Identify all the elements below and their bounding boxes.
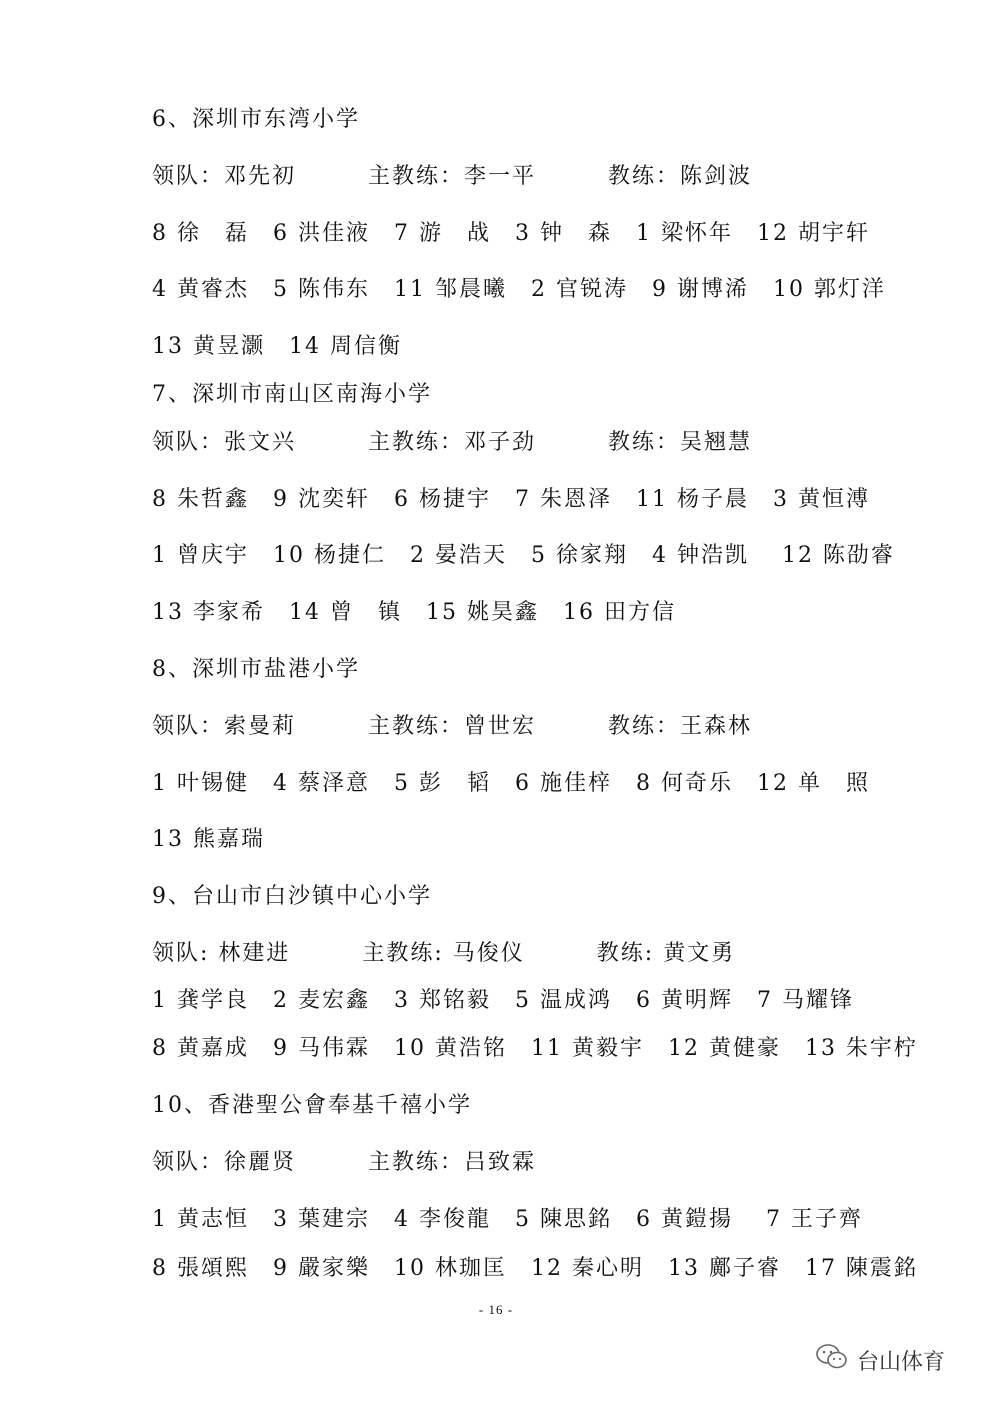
team-staff: 领队：张文兴 主教练：邓子劲 教练：吴翘慧 [152,430,753,455]
player-row: 1 叶锡健 4 蔡泽意 5 彭 韬 6 施佳梓 8 何奇乐 12 单 照 [152,771,870,796]
player-row: 8 張頌熙 9 嚴家樂 10 林珈匡 12 秦心明 13 鄺子睿 17 陳震銘 [152,1256,918,1281]
watermark-text: 台山体育 [857,1349,946,1375]
player-row: 13 黄昱灏 14 周信衡 [152,334,402,359]
team-staff: 领队: 林建进 主教练: 马俊仪 教练: 黄文勇 [152,941,736,966]
page-number: - 16 - [478,1302,514,1317]
team-staff: 领队：徐麗贤 主教练：吕致霖 [152,1150,537,1175]
player-row: 8 黄嘉成 9 马伟霖 10 黄浩铭 11 黄毅宇 12 黄健豪 13 朱宇柠 [152,1036,918,1061]
player-row: 1 龚学良 2 麦宏鑫 3 郑铭毅 5 温成鸿 6 黄明辉 7 马耀锋 [152,988,854,1013]
wechat-icon [815,1342,849,1378]
watermark [815,1342,945,1378]
player-row: 1 黄志恒 3 葉建宗 4 李俊龍 5 陳思銘 6 黄鎧揚 7 王子齊 [152,1207,863,1232]
team-title: 8、深圳市盐港小学 [152,657,360,682]
player-row: 13 李家希 14 曾 镇 15 姚昊鑫 16 田方信 [152,600,676,625]
team-title: 9、台山市白沙镇中心小学 [152,884,432,909]
team-title: 7、深圳市南山区南海小学 [152,382,432,407]
team-title: 6、深圳市东湾小学 [152,107,360,132]
player-row: 8 朱哲鑫 9 沈奕轩 6 杨捷宇 7 朱恩泽 11 杨子晨 3 黄恒溥 [152,487,870,512]
team-staff: 领队：索曼莉 主教练：曾世宏 教练：王森林 [152,714,753,739]
team-title: 10、香港聖公會奉基千禧小学 [152,1093,472,1118]
player-row: 4 黄睿杰 5 陈伟东 11 邹晨曦 2 官锐涛 9 谢博浠 10 郭灯洋 [152,277,886,302]
player-row: 13 熊嘉瑞 [152,827,265,852]
player-row: 8 徐 磊 6 洪佳液 7 游 战 3 钟 森 1 梁怀年 12 胡宇轩 [152,221,870,246]
player-row: 1 曾庆宇 10 杨捷仁 2 晏浩天 5 徐家翔 4 钟浩凯 12 陈劭睿 [152,543,895,568]
team-staff: 领队：邓先初 主教练：李一平 教练：陈剑波 [152,164,753,189]
